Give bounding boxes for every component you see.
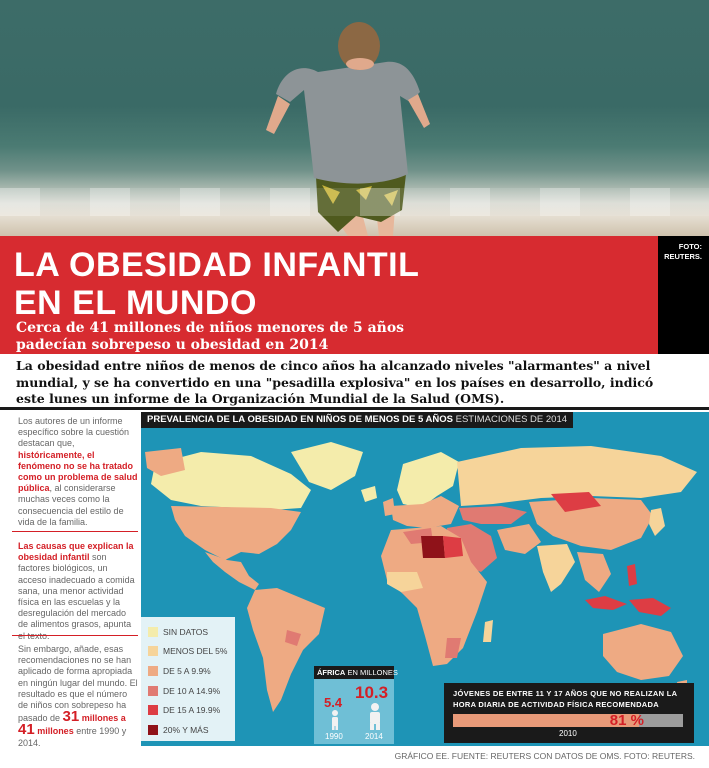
legend-item <box>148 681 235 701</box>
map-legend <box>141 617 235 741</box>
youth-activity-panel <box>444 683 694 743</box>
map-region-mexico <box>205 552 259 590</box>
legend-label: DE 5 A 9.9% <box>163 665 211 676</box>
legend-swatch <box>148 725 158 735</box>
legend-swatch <box>148 686 158 696</box>
map-title-main: PREVALENCIA DE LA OBESIDAD EN NIÑOS DE MENOS DE 5 AÑOS <box>147 414 453 425</box>
photo-credit: FOTO: REUTERS. <box>658 236 709 354</box>
map-region-uk <box>383 498 395 516</box>
youth-year: 2010 <box>559 729 577 738</box>
africa-title-main: ÁFRICA <box>317 668 346 677</box>
sidebar-text: , al considerarse muchas veces como la consecuencia del estilo de vida de la familia. <box>18 483 124 527</box>
legend-item <box>148 642 235 662</box>
sidebar-paragraph-1 <box>18 416 138 528</box>
legend-swatch <box>148 705 158 715</box>
sidebar-highlight: millones a <box>79 713 126 724</box>
sidebar-text: entre 1990 y 2014. <box>18 726 127 748</box>
legend-item <box>148 720 235 740</box>
hero-photo <box>0 0 709 236</box>
map-region-central-asia <box>459 506 527 524</box>
map-region-southern-africa <box>445 638 461 658</box>
legend-item <box>148 661 235 681</box>
map-region-madagascar <box>483 620 493 642</box>
sidebar-paragraph-2 <box>18 541 138 642</box>
sidebar-text: Los autores de un informe específico sobre la cuestión destacan que, <box>18 416 130 449</box>
map-title-estimate: ESTIMACIONES DE 2014 <box>455 414 568 425</box>
africa-year-2014: 2014 <box>365 732 383 741</box>
headline-line-2: EN EL MUNDO <box>14 284 257 322</box>
child-figure-small-icon <box>332 710 338 730</box>
map-region-scandinavia <box>397 452 459 508</box>
map-region-usa <box>171 506 301 560</box>
legend-swatch <box>148 627 158 637</box>
lead-paragraph: La obesidad entre niños de menos de cinco años ha alcanzado niveles "alarmantes" a nivel mundial, y se ha convertido en una "pesadilla explosiva" en los países en desarrollo, indicó este lunes un informe de la Organización Mundial de la Salud (OMS). <box>16 358 654 406</box>
africa-title-unit: EN MILLONES <box>347 668 398 677</box>
sidebar-number: 41 <box>18 721 35 739</box>
legend-label: SIN DATOS <box>163 626 209 637</box>
sidebar-text: son factores biológicos, un acceso inadecuado a comida sana, una menor actividad física en las escuelas y la desregulación del mercado de alimentos grasos, apunta <box>18 552 135 630</box>
sidebar-highlight: Las causas que explican la obesidad infantil <box>18 541 134 563</box>
map-region-australia <box>603 624 683 680</box>
sidebar-highlight: millones <box>34 726 74 737</box>
africa-value-1990: 5.4 <box>324 695 343 710</box>
sidebar-number: 31 <box>62 708 80 726</box>
map-region-philippines <box>627 564 637 586</box>
africa-year-1990: 1990 <box>325 732 343 741</box>
legend-item <box>148 700 235 720</box>
map-region-egypt <box>443 536 463 558</box>
youth-percent-bar <box>453 714 683 727</box>
legend-swatch <box>148 666 158 676</box>
africa-panel <box>314 666 398 744</box>
title-band <box>0 236 658 354</box>
legend-label: MENOS DEL 5% <box>163 646 228 657</box>
headline-subtitle: Cerca de 41 millones de niños menores de 5 años padecían sobrepeso u obesidad en 2014 <box>16 320 405 353</box>
child-figure-large-icon <box>370 703 380 730</box>
map-region-southeast-asia <box>577 552 611 592</box>
sidebar-highlight: históricamente, el fenómeno no se ha tratado como un problema de salud pública <box>18 449 138 494</box>
sidebar-separator <box>12 635 138 636</box>
africa-value-2014: 10.3 <box>355 683 389 702</box>
map-region-iran <box>497 524 541 554</box>
headline-line-1: LA OBESIDAD INFANTIL <box>14 246 420 284</box>
surf-foam <box>0 188 709 216</box>
map-title <box>141 412 573 428</box>
sidebar-text: Sin embargo, añade, esas recomendaciones no se han aplicado de forma apropiada en ningún lugar del mundo. El resultado es que el número de niños con sobrepeso ha pasado de <box>18 644 138 724</box>
map-region-indonesia-east <box>629 598 671 616</box>
youth-panel-title: JÓVENES DE ENTRE 11 Y 17 AÑOS QUE NO REALIZAN LA HORA DIARIA DE ACTIVIDAD FÍSICA RECOMENDADA <box>453 689 678 709</box>
section-divider <box>0 407 709 410</box>
legend-label: DE 10 A 14.9% <box>163 685 221 696</box>
map-region-libya <box>421 536 445 558</box>
map-region-japan <box>649 508 665 536</box>
legend-label: 20% Y MÁS <box>163 724 209 735</box>
source-footer: GRÁFICO EE. FUENTE: REUTERS CON DATOS DE OMS. FOTO: REUTERS. <box>394 751 695 761</box>
legend-item <box>148 622 235 642</box>
youth-percent-label: 81 % <box>609 712 644 729</box>
map-region-india <box>537 544 575 592</box>
map-region-iceland <box>361 486 377 502</box>
sidebar-separator <box>12 531 138 532</box>
legend-label: DE 15 A 19.9% <box>163 705 221 716</box>
map-region-indonesia-west <box>585 596 627 610</box>
sidebar-paragraph-3 <box>18 644 138 749</box>
legend-swatch <box>148 646 158 656</box>
